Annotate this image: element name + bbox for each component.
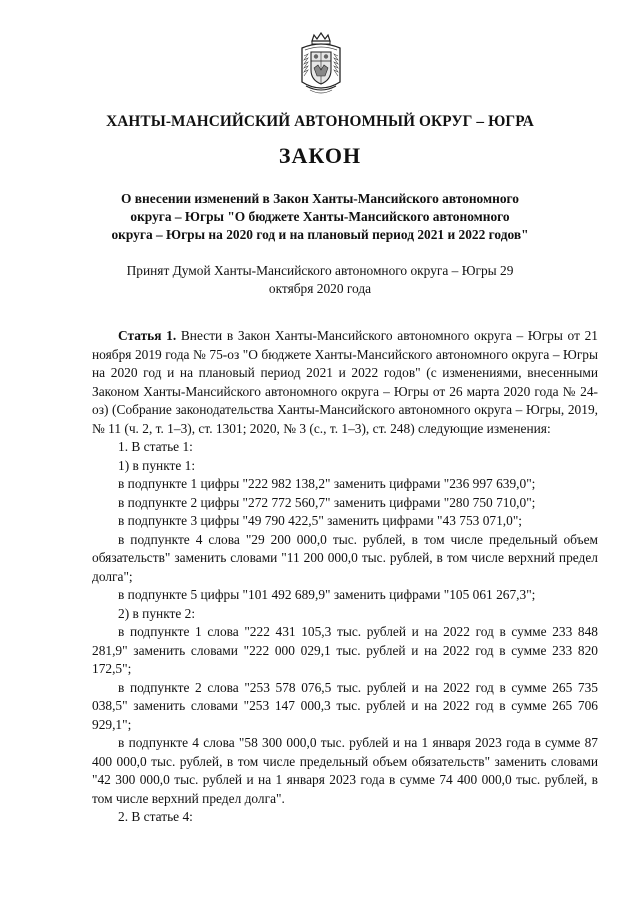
paragraph-item: в подпункте 4 слова "58 300 000,0 тыс. рублей и на 1 января 2023 года в сумме 87 400 000,0 тыс. рублей, в том числе предельный объем обязательств" заменить словами "42 300 000,0 тыс. рублей и на 1 января 2023 года в сумме 74 400 000,0 тыс. рублей, в том числе верхний предел долга". bbox=[92, 735, 598, 806]
paragraph-item: в подпункте 4 слова "29 200 000,0 тыс. рублей, в том числе предельный объем обязательств" заменить словами "11 200 000,0 тыс. рублей, в том числе верхний предел долга"; bbox=[92, 531, 598, 584]
paragraph-item: в подпункте 5 цифры "101 492 689,9" заменить цифрами "105 061 267,3"; bbox=[118, 587, 536, 602]
law-body bbox=[92, 327, 598, 827]
article-label: Статья 1. bbox=[118, 328, 177, 343]
paragraph-item: в подпункте 2 цифры "272 772 560,7" заменить цифрами "280 750 710,0"; bbox=[118, 494, 536, 510]
paragraph-item: в подпункте 2 слова "253 578 076,5 тыс. рублей и на 2022 год в сумме 265 735 038,5" заменить словами "253 147 000,3 тыс. рублей и на 2022 год в сумме 265 706 929,1"; bbox=[92, 679, 598, 732]
coat-of-arms-icon bbox=[298, 32, 344, 96]
region-heading: ХАНТЫ-МАНСИЙСКИЙ АВТОНОМНЫЙ ОКРУГ – ЮГРА bbox=[106, 113, 534, 130]
paragraph-item: 2. В статье 4: bbox=[118, 809, 193, 824]
paragraph-item: 2) в пункте 2: bbox=[118, 605, 196, 621]
article-paragraph bbox=[92, 327, 598, 438]
paragraph-item: в подпункте 1 цифры "222 982 138,2" заменить цифрами "236 997 639,0"; bbox=[118, 476, 536, 491]
paragraph-item: в подпункте 3 цифры "49 790 422,5" заменить цифрами "43 753 071,0"; bbox=[118, 513, 523, 528]
document-type-title: ЗАКОН bbox=[278, 143, 362, 168]
law-subject: О внесении изменений в Закон Ханты-Мансийского автономного округа – Югры "О бюджете Ханты-Мансийского автономного округа – Югры на 2020 год и на плановый период 2021 и 2022 годов" bbox=[111, 191, 529, 242]
adoption-note: Принят Думой Ханты-Мансийского автономного округа – Югры 29 октября 2020 года bbox=[126, 263, 514, 296]
paragraph-item: 1) в пункте 1: bbox=[118, 457, 196, 473]
article-intro: Внести в Закон Ханты-Мансийского автономного округа – Югры от 21 ноября 2019 года № 75-оз "О бюджете Ханты-Мансийского автономного округа – Югры на 2020 год и на плановый период 2021 и 2022 годов" (с изменениями, внесенными Законом Ханты-Мансийского автономного округа – Югры от 26 марта 2020 года № 24-оз) (Собрание законодательства Ханты-Мансийского автономного округа – Югры, 2019, № 11 (ч. 2, т. 1–3), ст. 1301; 2020, № 3 (с., т. 1–3), ст. 248) следующие изменения: bbox=[92, 328, 598, 436]
paragraph-item: в подпункте 1 слова "222 431 105,3 тыс. рублей и на 2022 год в сумме 233 848 281,9" заменить словами "222 000 029,1 тыс. рублей и на 2022 год в сумме 233 820 172,5"; bbox=[92, 624, 598, 676]
paragraph-item: 1. В статье 1: bbox=[118, 439, 193, 454]
